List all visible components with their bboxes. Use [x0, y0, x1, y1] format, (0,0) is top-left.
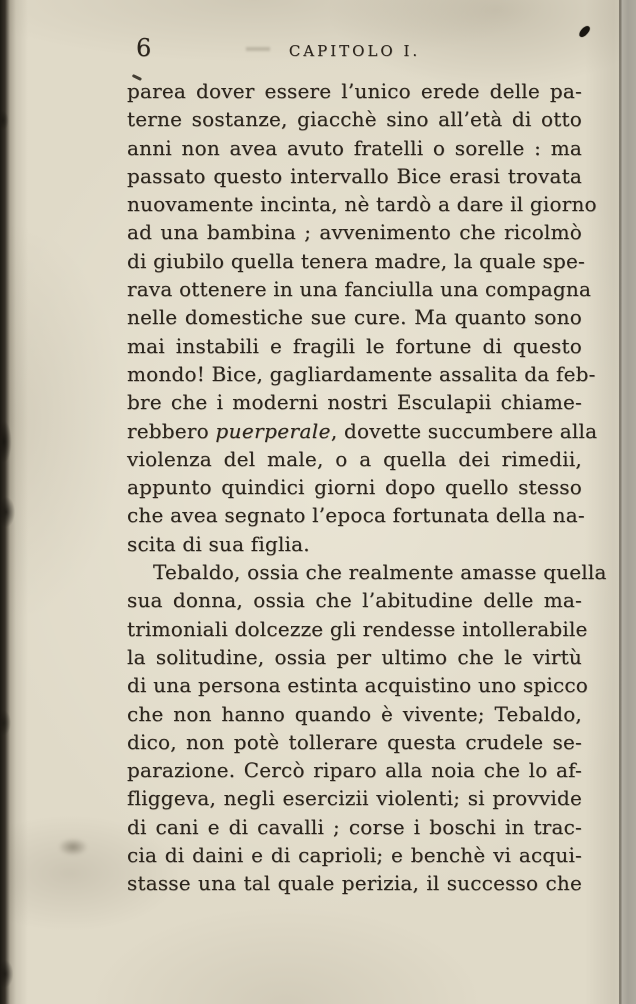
text-line: mai instabili e fragili le fortune di questo [127, 333, 582, 358]
text-line: passato questo intervallo Bice erasi trovata [127, 163, 582, 188]
text-line: appunto quindici giorni dopo quello stesso [127, 475, 582, 500]
text-line: anni non avea avuto fratelli o sorelle : ma [127, 135, 582, 160]
text-line: di giubilo quella tenera madre, la quale spe- [127, 248, 585, 273]
faint-smudge-dash [246, 47, 270, 51]
text-line: di cani e di cavalli ; corse i boschi in trac- [127, 814, 582, 839]
running-title: CAPITOLO I. [288, 42, 421, 60]
text-line: stasse una tal quale perizia, il successo che [127, 871, 582, 896]
text-line: ad una bambina ; avvenimento che ricolmò [127, 220, 582, 245]
text-line: violenza del male, o a quella dei rimedii, [127, 446, 582, 471]
text-line: mondo! Bice, gagliardamente assalita da feb- [127, 361, 596, 386]
text-line: cia di daini e di caprioli; e benchè vi acqui- [127, 843, 582, 868]
text-line: fliggeva, negli esercizii violenti; si provvide [127, 786, 582, 811]
body-text [127, 77, 607, 898]
text-line: scita di sua figlia. [127, 531, 310, 556]
book-binding-edge [0, 0, 28, 1004]
text-line: nuovamente incinta, nè tardò a dare il giorno [127, 192, 597, 217]
text-line: parea dover essere l’unico erede delle pa- [127, 79, 582, 103]
text-line: la solitudine, ossia per ultimo che le virtù [127, 644, 582, 669]
text-line: bre che i moderni nostri Esculapii chiame- [127, 390, 582, 415]
text-line: che non hanno quando è vivente; Tebaldo, [127, 701, 582, 726]
smudge-stain [58, 838, 88, 856]
text-line: di una persona estinta acquistino uno spicco [127, 673, 589, 698]
text-line: trimoniali dolcezze gli rendesse intollerabile [127, 616, 588, 641]
italic-word: puerperale [215, 418, 331, 443]
text-line: rava ottenere in una fanciulla una compagna [127, 277, 592, 302]
text-line: rebbero puerperale, dovette succumbere alla [127, 418, 598, 443]
text-line: parazione. Cercò riparo alla noia che lo af- [127, 758, 582, 783]
text-line: dico, non potè tollerare questa crudele se- [127, 729, 582, 754]
text-line: nelle domestiche sue cure. Ma quanto sono [127, 305, 582, 330]
text-line: che avea segnato l’epoca fortunata della na- [127, 503, 585, 528]
page-number: 6 [136, 34, 152, 62]
text-line: Tebaldo, ossia che realmente amasse quella [153, 560, 607, 585]
text-line: terne sostanze, giacchè sino all’età di otto [127, 107, 582, 132]
ink-speck-artifact [578, 24, 592, 39]
page-right-edge [619, 0, 636, 1004]
text-line: sua donna, ossia che l’abitudine delle ma- [127, 588, 582, 613]
